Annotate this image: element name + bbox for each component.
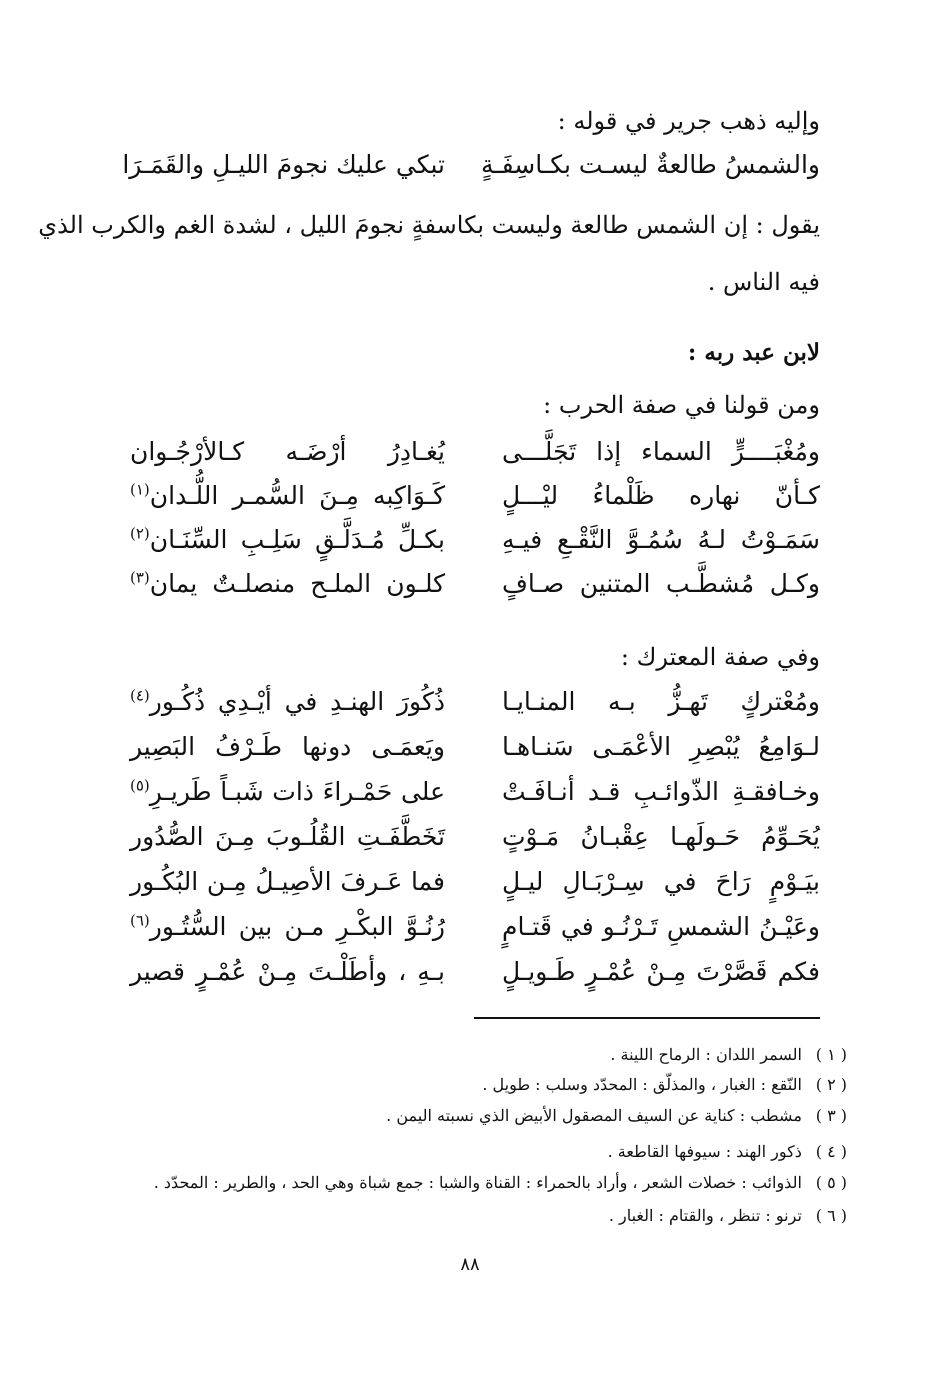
verse-first-hemistich: ومُعْتركٍ تَهـزُّ بـه المنـايـا — [502, 687, 820, 716]
verse-second-hemistich — [130, 520, 445, 560]
battle-verse — [130, 727, 820, 767]
footnote-number: ( ١ ) — [815, 1045, 847, 1064]
battle-verse — [130, 952, 820, 992]
verse-text: كلـون الملـح منصلـتٌ يمان — [149, 569, 445, 598]
footnote-number: ( ٣ ) — [815, 1106, 847, 1125]
battle-verse — [130, 772, 820, 812]
explanation-line-1: يقول : إن الشمس طالعة وليست بكاسفةٍ نجومَ الليل ، لشدة الغم والكرب الذي — [38, 211, 820, 239]
verse-first-hemistich: ومُغْبَــــرٍّ السماء إذا تَجَلَّـــى — [502, 437, 820, 466]
verse-first-hemistich: بيَـوْمٍ رَاحَ في سِـرْبَـالِ ليـلٍ — [502, 867, 820, 896]
verse-jarir — [122, 145, 820, 185]
verse-first-hemistich: لـوَامِعُ يُبْصِرِ الأعْمَـى سَنـاهـا — [502, 732, 820, 761]
battle-verse — [130, 682, 820, 722]
footnote — [90, 1042, 847, 1068]
verse-first-hemistich: كـأنّ نهاره ظَلْماءُ ليْـــلٍ — [502, 481, 820, 510]
verse-second-hemistich — [130, 682, 445, 722]
footnote-marker: (٢) — [130, 524, 150, 543]
verse-first-hemistich: وعَيْـنُ الشمسِ تَـرْنُـو في قَتـامٍ — [502, 912, 820, 941]
war-intro: ومن قولنا في صفة الحرب : — [543, 391, 820, 419]
footnote-text: ترنو : تنظر ، والقتام : الغبار . — [608, 1206, 802, 1225]
footnote-text: ذكور الهند : سيوفها القاطعة . — [607, 1142, 802, 1161]
footnote — [90, 1072, 847, 1098]
verse-second-hemistich — [130, 772, 445, 812]
verse-second-hemistich: فما عَـرفَ الأصِيـلُ مِـن البُكُـور — [130, 867, 445, 896]
verse-text: ذُكُورَ الهنـدِ في أيْـدِي ذُكُـور — [149, 687, 445, 716]
page-number: ٨٨ — [460, 1254, 480, 1275]
footnote — [90, 1170, 847, 1196]
section-heading: لابن عبد ربه : — [687, 339, 820, 366]
battle-intro: وفي صفة المعترك : — [620, 643, 820, 671]
footnote-divider — [474, 1017, 820, 1019]
explanation-line-2: فيه الناس . — [707, 268, 820, 296]
footnote-number: ( ٥ ) — [815, 1173, 847, 1192]
footnote-marker: (٥) — [130, 776, 150, 795]
footnote-number: ( ٢ ) — [815, 1075, 847, 1094]
battle-verse — [130, 862, 820, 902]
footnote — [90, 1203, 847, 1229]
footnote-number: ( ٤ ) — [815, 1142, 847, 1161]
battle-verse — [130, 907, 820, 947]
battle-verse — [130, 817, 820, 857]
verse-second-hemistich: يُغـادِرُ أرْضَـه كـالأرْجُـوان — [130, 437, 445, 466]
verse-second-hemistich — [130, 476, 445, 516]
verse-first-hemistich: يُحَـوِّمُ حَـولَهـا عِقْبـانُ مَـوْتٍ — [502, 822, 820, 851]
intro-line: وإليه ذهب جرير في قوله : — [557, 107, 820, 135]
verse-second-hemistich: تَخَطَّفَـتِ القُلُـوبَ مِـنَ الصُّدُور — [130, 822, 445, 851]
war-verse — [130, 476, 820, 516]
war-verse — [130, 564, 820, 604]
footnote-text: الذوائب : خصلات الشعر ، وأراد بالحمراء : القناة والشبا : جمع شباة وهي الحد ، والطرير : المحدّد . — [153, 1173, 802, 1192]
footnote — [90, 1139, 847, 1165]
verse-first-hemistich: وكـل مُشطَّـب المتنين صـافٍ — [502, 569, 820, 598]
verse-second-hemistich — [130, 907, 445, 947]
footnote — [90, 1103, 847, 1129]
footnote-marker: (٣) — [130, 568, 150, 587]
verse-first-hemistich: فكم قَصَّرْتَ مِـنْ عُمْـرٍ طَـويـلٍ — [502, 957, 820, 986]
verse-second-hemistich: ويَعمَـى دونها طَـرْفُ البَصِير — [130, 732, 445, 761]
verse-first-hemistich: والشمسُ طالعةٌ ليسـت بكـاسِفَـةٍ — [480, 150, 820, 179]
footnote-text: النّقع : الغبار ، والمذلّق : المحدّد وسلب : طويل . — [482, 1075, 802, 1094]
verse-first-hemistich: وخـافقـةِ الذّوائـبِ قـد أنـافَـتْ — [502, 777, 820, 806]
footnote-marker: (١) — [130, 480, 150, 499]
footnote-number: ( ٦ ) — [815, 1206, 847, 1225]
verse-second-hemistich: بـهِ ، وأطَلْـتَ مِـنْ عُمْـرٍ قصير — [130, 957, 445, 986]
verse-text: رُنُـوَّ البكْـرِ مـن بين السُّتُـور — [149, 912, 445, 941]
verse-first-hemistich: سَمَـوْتُ لـهُ سُمُـوَّ النَّقْـعِ فيـهِ — [502, 525, 820, 554]
verse-text: كَـوَاكِبه مِـنَ السُّمـر اللُّـدان — [149, 481, 445, 510]
war-verse — [130, 520, 820, 560]
verse-second-hemistich — [130, 564, 445, 604]
footnote-marker: (٦) — [130, 911, 150, 930]
war-verse — [130, 432, 820, 472]
footnote-text: السمر اللدان : الرماح اللينة . — [610, 1045, 802, 1064]
verse-text: بكـلِّ مُـدَلَّـقٍ سَلِـبِ السِّنَـان — [149, 525, 445, 554]
verse-second-hemistich: تبكي عليك نجومَ الليـلِ والقَمَـرَا — [122, 150, 445, 179]
footnote-marker: (٤) — [130, 686, 150, 705]
footnote-text: مشطب : كناية عن السيف المصقول الأبيض الذي نسبته اليمن . — [386, 1106, 802, 1125]
verse-text: على حَمْـراءَ ذات شَبـاً طَريـرِ — [149, 777, 445, 806]
